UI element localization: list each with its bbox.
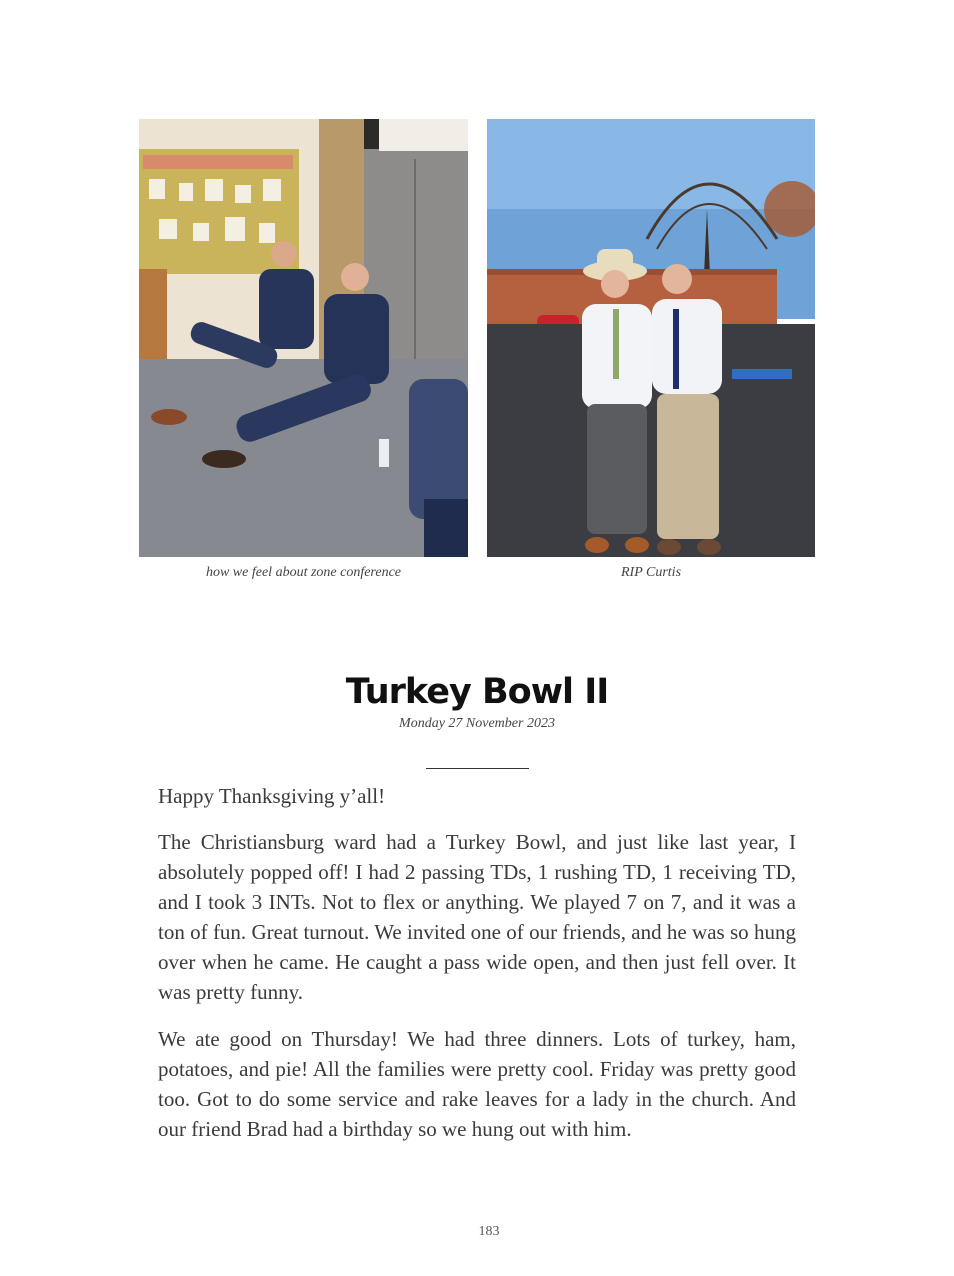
photo-rip-curtis-image: [487, 119, 815, 557]
photo-zone-conference-image: [139, 119, 468, 557]
title-divider: [426, 768, 529, 769]
photo-caption: how we feel about zone conference: [205, 565, 402, 580]
photo-zone-conference: [139, 119, 468, 557]
body-paragraph: The Christiansburg ward had a Turkey Bowl, and just like last year, I absolutely popped off! I had 2 passing TDs, 1 rushing TD, 1 receiving TD, and I took 3 INTs. Not to flex or anything. We played 7 on 7, and it was a ton of fun. Great turnout. We invited one of our friends, and he was so hung over when he came. He caught a pass wide open, and then just fell over. It was pretty funny.: [158, 830, 796, 1004]
page-number: 183: [478, 1224, 500, 1239]
body-paragraph: We ate good on Thursday! We had three dinners. Lots of turkey, ham, potatoes, and pie! All the families were pretty cool. Friday was pretty good too. Got to do some service and rake leaves for a lady in the church. And our friend Brad had a birthday so we hung out with him.: [158, 1027, 796, 1141]
entry-title: Turkey Bowl II: [345, 672, 609, 712]
body-paragraph: Happy Thanksgiving y’all!: [158, 784, 386, 808]
entry-date: Monday 27 November 2023: [399, 716, 555, 731]
photo-rip-curtis: [487, 119, 815, 557]
photo-caption: RIP Curtis: [620, 565, 682, 580]
